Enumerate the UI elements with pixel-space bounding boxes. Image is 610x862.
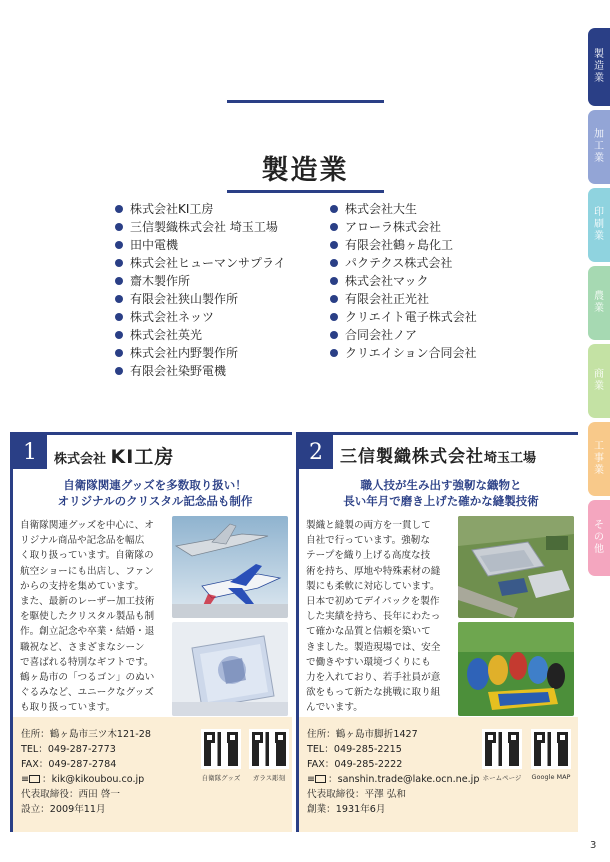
company-list-item: 三信製織株式会社 埼玉工場 xyxy=(114,218,286,236)
company-card-sanshin-seishoku xyxy=(296,432,578,832)
description-line: 鶴ヶ島市の「つるゴン」のぬい xyxy=(20,672,155,684)
description-line: んでいます。 xyxy=(306,702,363,714)
tab-category-6[interactable]: そ の 他 xyxy=(588,500,610,576)
company-list-item: クリエイション合同会社 xyxy=(329,344,477,362)
qr-code-homepage[interactable] xyxy=(482,729,522,769)
tab-category-0[interactable]: 製 造 業 xyxy=(588,28,610,106)
tab-category-4[interactable]: 商 業 xyxy=(588,344,610,418)
description-line: きました。製造現場では、安全 xyxy=(306,641,441,653)
company-list-right xyxy=(329,200,477,362)
description-line: 術を持ち、厚地や特殊素材の縫 xyxy=(306,565,441,577)
card-headline: 職人技が生み出す強靭な織物と 長い年月で磨き上げた確かな縫製技術 xyxy=(343,478,539,508)
title-rule-top xyxy=(227,100,384,103)
company-list-item: パクテクス株式会社 xyxy=(329,254,477,272)
description-line: も取り扱っています。 xyxy=(20,702,116,714)
company-list-item: 株式会社内野製作所 xyxy=(114,344,286,362)
description-line: 職祝など、さまざまなシーン xyxy=(20,641,145,653)
description-line: く取り扱っています。自衛隊の xyxy=(20,550,154,562)
company-list-item: 有限会社狭山製作所 xyxy=(114,290,286,308)
jet-models-photo xyxy=(172,516,288,618)
description-line: 航空ショーにも出店し、ファン xyxy=(20,565,154,577)
card-description xyxy=(20,518,163,716)
card-description xyxy=(306,518,449,716)
tab-category-3[interactable]: 農 業 xyxy=(588,266,610,340)
description-line: 日本で初めてデイパックを製作 xyxy=(306,596,440,608)
description-line: で働きやすい環境づくりにも xyxy=(306,656,431,668)
description-line: ぐるみなど、ユニークなグッズ xyxy=(20,687,154,699)
company-name: 株式会社 KI工房 xyxy=(54,446,175,468)
card-number: 2 xyxy=(299,435,333,469)
bags-products-photo xyxy=(458,622,574,716)
qr-code-goods[interactable] xyxy=(201,729,241,769)
page-number: 3 xyxy=(590,840,597,851)
company-list-item: 株式会社ネッツ xyxy=(114,308,286,326)
crystal-gift-photo xyxy=(172,622,288,716)
company-list-item: 株式会社大生 xyxy=(329,200,477,218)
company-list-item: 有限会社鶴ヶ島化工 xyxy=(329,236,477,254)
factory-aerial-photo xyxy=(458,516,574,618)
company-card-ki-koubou xyxy=(10,432,292,832)
description-line: 製にも柔軟に対応しています。 xyxy=(306,580,440,592)
description-line: テープを織り上げる高度な技 xyxy=(306,550,431,562)
description-line: した実績を持ち、長年にわたっ xyxy=(306,611,441,623)
company-list-item: 有限会社染野電機 xyxy=(114,362,286,380)
company-list-item: クリエイト電子株式会社 xyxy=(329,308,477,326)
page-title: 製造業 xyxy=(261,155,349,186)
company-list-item: 合同会社ノア xyxy=(329,326,477,344)
description-line: 製織と縫製の両方を一貫して xyxy=(306,520,431,531)
description-line: からの支持を集めています。 xyxy=(20,580,144,592)
company-list-item: 田中電機 xyxy=(114,236,286,254)
description-line: 力を入れており、若手社員が意 xyxy=(306,672,441,684)
description-line: リジナル商品や記念品を幅広 xyxy=(20,535,145,547)
company-list-left xyxy=(114,200,286,380)
card-headline: 自衛隊関連グッズを多数取り扱い！ オリジナルのクリスタル記念品も制作 xyxy=(57,478,253,508)
company-list-item: 齋木製作所 xyxy=(114,272,286,290)
company-list-item: 株式会社KI工房 xyxy=(114,200,286,218)
description-line: また、最新のレーザー加工技術 xyxy=(20,596,155,608)
tab-category-1[interactable]: 加 工 業 xyxy=(588,110,610,184)
qr-code-glass[interactable] xyxy=(249,729,289,769)
tab-category-2[interactable]: 印 刷 業 xyxy=(588,188,610,262)
qr-code-google-map[interactable] xyxy=(531,729,571,769)
contact-info: 住所：鶴ヶ島市脚折1427 TEL：049-285-2215 FAX：049-285-2222 ≡ ：sanshin.trade@lake.ocn.ne.jp 代表取締役：平澤 弘和 創業：1931年6月 ホームページ Google MAP xyxy=(299,717,578,832)
company-list-item: 株式会社マック xyxy=(329,272,477,290)
contact-info: 住所：鶴ヶ島市三ツ木121-28 TEL：049-287-2773 FAX：049-287-2784 ≡ ：kik@kikoubou.co.jp 代表取締役：西田 啓一 設立：2009年11月 自衛隊グッズ ガラス彫刻 xyxy=(13,717,292,832)
company-list-item: アローラ株式会社 xyxy=(329,218,477,236)
tab-category-5[interactable]: 工 事 業 xyxy=(588,422,610,496)
description-line: 欲をもって新たな挑戦に取り組 xyxy=(306,687,441,699)
description-line: を駆使したクリスタル製品も制 xyxy=(20,611,155,623)
company-list-item: 株式会社英光 xyxy=(114,326,286,344)
mail-icon: ≡ ： xyxy=(307,774,338,785)
description-line: で喜ばれる特別なギフトです。 xyxy=(20,656,154,668)
company-name: 三信製織株式会社埼玉工場 xyxy=(340,447,537,467)
card-number: 1 xyxy=(13,435,47,469)
description-line: 自社で行っています。強靭な xyxy=(306,535,430,547)
company-list-item: 有限会社正光社 xyxy=(329,290,477,308)
title-rule-bottom xyxy=(227,190,384,193)
company-list-item: 株式会社ヒューマンサプライ xyxy=(114,254,286,272)
description-line: 作。創立記念や卒業・結婚・退 xyxy=(20,626,155,638)
description-line: 自衛隊関連グッズを中心に、オ xyxy=(20,520,154,531)
mail-icon: ≡ ： xyxy=(21,774,52,785)
description-line: て確かな品質と信頼を築いて xyxy=(306,626,431,638)
